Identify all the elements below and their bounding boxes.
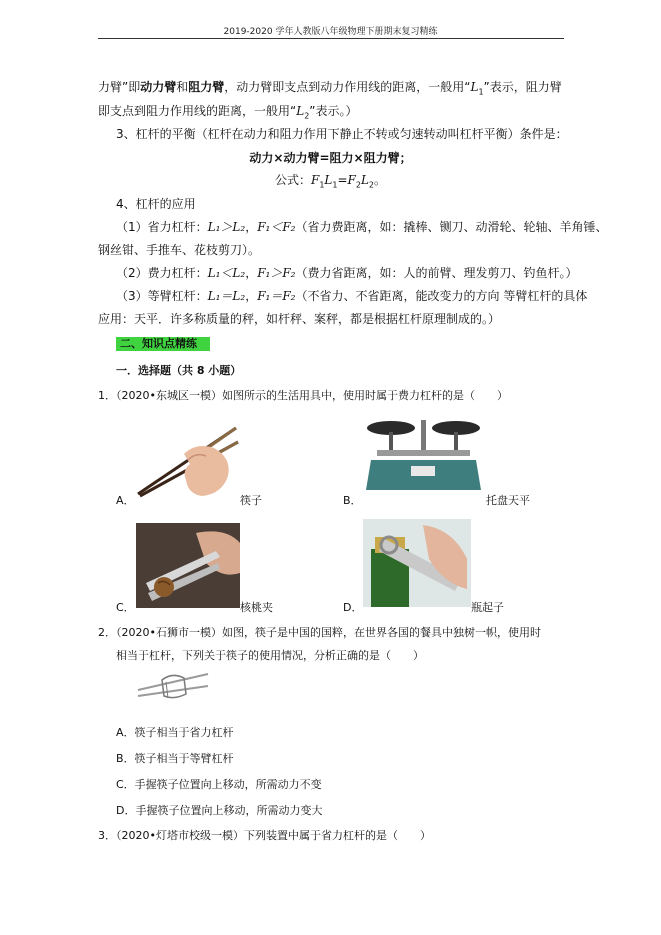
text: 和 bbox=[176, 80, 189, 94]
chopsticks-hand-image bbox=[128, 668, 210, 706]
question-2-stem-1: 2．（2020•石狮市一模）如图，筷子是中国的国粹，在世界各国的餐具中独树一帜，使用时 bbox=[98, 626, 541, 639]
subscript: 1 bbox=[319, 180, 325, 190]
text: ， bbox=[245, 220, 258, 234]
condition: L₁＝L₂ bbox=[207, 289, 246, 303]
condition: F₁＝F₂ bbox=[257, 289, 296, 303]
page-header: 2019-2020 学年人教版八年级物理下册期末复习精练 bbox=[223, 27, 438, 37]
condition: F₁＜F₂ bbox=[257, 220, 296, 234]
balance-image bbox=[363, 414, 484, 498]
symbol-l: L bbox=[324, 173, 333, 187]
option-a-label: 筷子 bbox=[240, 494, 262, 507]
text: （不省力、不省距离，能改变力的方向 等臂杠杆的具体 bbox=[295, 289, 588, 303]
option-d-letter: D． bbox=[343, 601, 363, 614]
bottle-opener-image bbox=[363, 519, 471, 607]
question-3-stem: 3．（2020•灯塔市校级一模）下列装置中属于省力杠杆的是（ ） bbox=[98, 829, 431, 842]
text: （1）省力杠杆： bbox=[116, 220, 208, 234]
intro-line-1 bbox=[98, 80, 562, 99]
balance-title: 3、杠杆的平衡（杠杆在动力和阻力作用下静止不转或匀速转动叫杠杆平衡）条件是： bbox=[116, 127, 568, 141]
text: （3）等臂杠杆： bbox=[116, 289, 208, 303]
subscript: 2 bbox=[355, 180, 361, 190]
question-2-option-d: D．手握筷子位置向上移动，所需动力变大 bbox=[116, 804, 323, 817]
balance-formula-words bbox=[0, 151, 661, 165]
balance-formula bbox=[0, 173, 661, 192]
text: 力臂”即 bbox=[98, 80, 141, 94]
symbol-l: L bbox=[470, 80, 479, 94]
text: ， bbox=[245, 266, 258, 280]
option-b-label: 托盘天平 bbox=[486, 494, 530, 507]
apps-p3 bbox=[116, 289, 587, 303]
option-d-label: 瓶起子 bbox=[471, 601, 504, 614]
apps-p1 bbox=[116, 220, 608, 234]
condition: L₁＞L₂ bbox=[207, 220, 246, 234]
symbol-f: F bbox=[347, 173, 356, 187]
text: 。 bbox=[374, 173, 387, 187]
text: ； bbox=[399, 151, 412, 165]
term-effort-arm: 动力臂 bbox=[140, 80, 177, 94]
condition: L₁＜L₂ bbox=[207, 266, 246, 280]
symbol-f: F bbox=[310, 173, 320, 187]
text: （省力费距离，如：撬棒、铡刀、动滑轮、轮轴、羊角锤、 bbox=[295, 220, 608, 234]
subscript: 1 bbox=[478, 87, 484, 97]
question-1-stem: 1．（2020•东城区一模）如图所示的生活用具中，使用时属于费力杠杆的是（ ） bbox=[98, 389, 508, 402]
text: ”表示，阻力臂 bbox=[483, 80, 562, 94]
option-c-label: 核桃夹 bbox=[240, 601, 273, 614]
text: 公式： bbox=[274, 173, 311, 187]
subscript: 2 bbox=[368, 180, 375, 190]
condition: F₁＞F₂ bbox=[257, 266, 296, 280]
nutcracker-image bbox=[136, 523, 240, 608]
subscript: 2 bbox=[304, 111, 310, 121]
section-heading: 二、知识点精练 bbox=[116, 337, 210, 351]
text: ，动力臂即支点到动力作用线的距离，一般用“ bbox=[224, 80, 471, 94]
text: 即支点到阻力作用线的距离，一般用“ bbox=[98, 104, 297, 118]
subscript: 1 bbox=[332, 180, 338, 190]
apps-p1-cont: 钢丝钳、手推车、花枝剪刀）。 bbox=[98, 243, 261, 257]
header-divider bbox=[98, 38, 564, 39]
part-heading: 一．选择题（共 8 小题） bbox=[116, 364, 242, 377]
option-b-letter: B． bbox=[343, 494, 362, 507]
option-c-letter: C． bbox=[116, 601, 135, 614]
chopsticks-image bbox=[136, 414, 240, 498]
intro-line-2 bbox=[98, 104, 358, 123]
text: （费力省距离，如：人的前臂、理发剪刀、钓鱼杆。） bbox=[295, 266, 578, 280]
symbol-l: L bbox=[360, 173, 369, 187]
question-2-stem-2: 相当于杠杆，下列关于筷子的使用情况，分析正确的是（ ） bbox=[116, 649, 424, 662]
option-a-letter: A． bbox=[116, 494, 135, 507]
question-2-option-a: A．筷子相当于省力杠杆 bbox=[116, 726, 234, 739]
text: 动力×动力臂=阻力×阻力臂 bbox=[249, 151, 400, 165]
text: （2）费力杠杆： bbox=[116, 266, 208, 280]
text: = bbox=[337, 173, 348, 187]
question-2-option-c: C．手握筷子位置向上移动，所需动力不变 bbox=[116, 778, 322, 791]
term-resistance-arm: 阻力臂 bbox=[188, 80, 225, 94]
symbol-l: L bbox=[296, 104, 305, 118]
text: ， bbox=[245, 289, 258, 303]
apps-p3-cont: 应用：天平．许多称质量的秤，如杆秤、案秤，都是根据杠杆原理制成的。） bbox=[98, 312, 501, 326]
question-2-option-b: B．筷子相当于等臂杠杆 bbox=[116, 752, 234, 765]
text: ”表示。） bbox=[309, 104, 358, 118]
apps-title: 4、杠杆的应用 bbox=[116, 197, 196, 211]
apps-p2 bbox=[116, 266, 578, 280]
